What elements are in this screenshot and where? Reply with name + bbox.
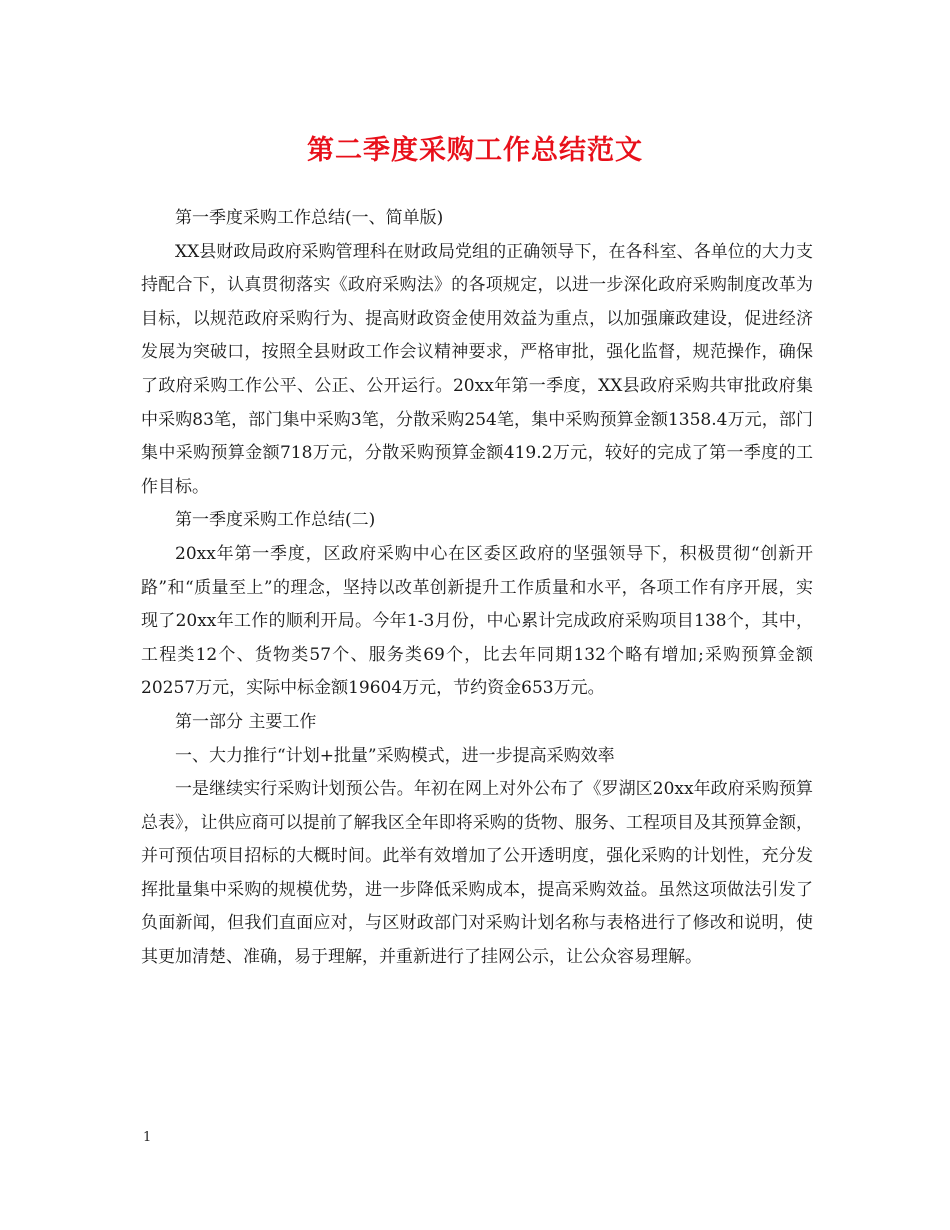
document-title: 第二季度采购工作总结范文 xyxy=(307,135,643,166)
paragraph-section-heading-2: 第一季度采购工作总结(二) xyxy=(175,510,376,531)
paragraph-body-3: 一是继续实行采购计划预公告。年初在网上对外公布了《罗湖区20xx年政府采购预算总表》，让供应商可以提前了解我区全年即将采购的货物、服务、工程项目及其预算金额，并可预估项目招标的大概时间。此举有效增加了公开透明度，强化采购的计划性，充分发挥批量集中采购的规模优势，进一步降低采购成本，提高采购效益。虽然这项做法引发了负面新闻，但我们直面应对，与区财政部门对采购计划名称与表格进行了修改和说明，使其更加清楚、准确，易于理解，并重新进行了挂网公示，让公众容易理解。 xyxy=(141,779,813,968)
document-body xyxy=(141,202,813,975)
paragraph-body-2: 20xx年第一季度，区政府采购中心在区委区政府的坚强领导下，积极贯彻“创新开路”和“质量至上”的理念，坚持以改革创新提升工作质量和水平，各项工作有序开展，实现了20xx年工作的顺利开局。今年1-3月份，中心累计完成政府采购项目138个，其中，工程类12个、货物类57个、服务类69个，比去年同期132个略有增加;采购预算金额20257万元，实际中标金额19604万元，节约资金653万元。 xyxy=(141,543,813,699)
paragraph-section-heading-1: 第一季度采购工作总结(一、简单版) xyxy=(175,208,444,228)
page-number: 1 xyxy=(143,1130,152,1145)
paragraph-body-1: XX县财政局政府采购管理科在财政局党组的正确领导下，在各科室、各单位的大力支持配合下，认真贯彻落实《政府采购法》的各项规定，以进一步深化政府采购制度改革为目标，以规范政府采购行为、提高财政资金使用效益为重点，以加强廉政建设，促进经济发展为突破口，按照全县财政工作会议精神要求，严格审批，强化监督，规范操作，确保了政府采购工作公平、公正、公开运行。20xx年第一季度，XX县政府采购共审批政府集中采购83笔，部门集中采购3笔，分散采购254笔，集中采购预算金额1358.4万元，部门集中采购预算金额718万元，分散采购预算金额419.2万元，较好的完成了第一季度的工作目标。 xyxy=(141,241,813,497)
paragraph-subheading: 一、大力推行“计划+批量”采购模式，进一步提高采购效率 xyxy=(175,745,615,766)
paragraph-part-heading: 第一部分 主要工作 xyxy=(175,711,317,732)
